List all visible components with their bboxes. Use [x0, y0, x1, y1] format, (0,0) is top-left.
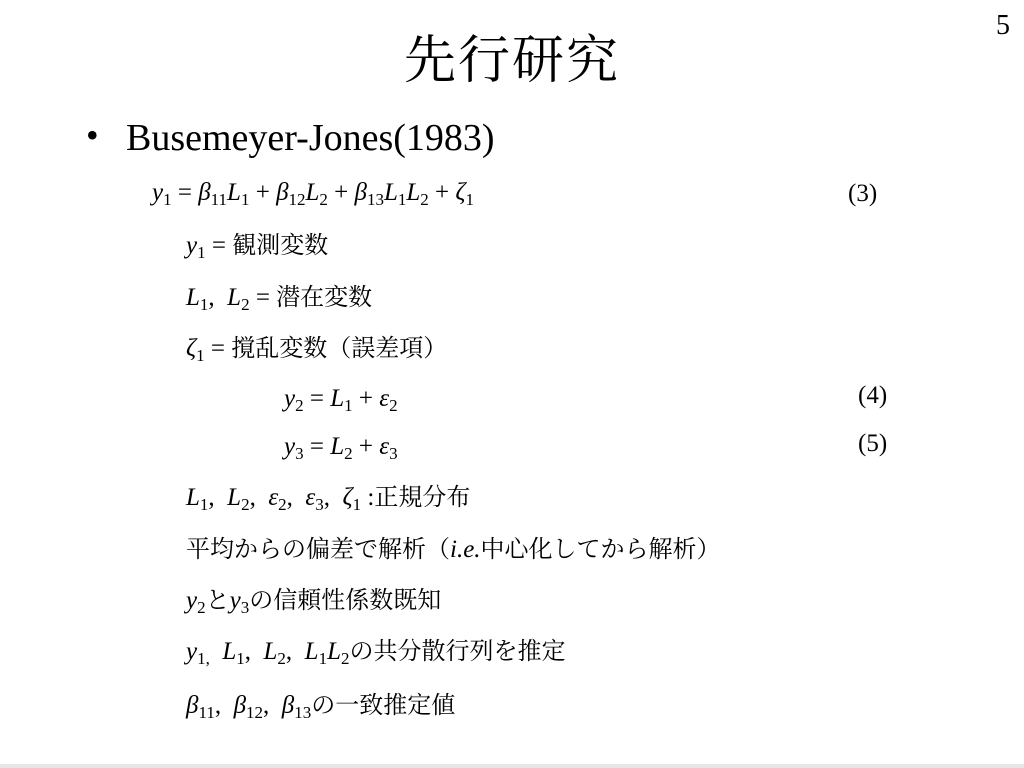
- page-title: 先行研究: [403, 31, 620, 91]
- equation-4: $y_2 = L_1 + \varepsilon_2$: [284, 385, 398, 415]
- covariance-line: $y_{1,}$ $L_1$, $L_2$, $L_1L_2$の共分散行列を推定: [186, 637, 566, 668]
- consistent-estimator-text: の一致推定値: [311, 691, 456, 719]
- y1-definition-text: 観測変数: [232, 231, 329, 259]
- equation-3: $y_1 = \beta_{11}L_1 + \beta_{12}L_2 + \beta_{13}L_1L_2 + \zeta_1$: [152, 179, 475, 209]
- covariance-text: の共分散行列を推定: [349, 637, 566, 665]
- latent-definition-text: 潜在変数: [276, 283, 373, 311]
- latent-definition: $L_1$, $L_2$ = 潜在変数: [186, 283, 373, 314]
- zeta-definition: $\zeta_1$ = 撹乱変数（誤差項）: [186, 334, 448, 365]
- zeta-definition-text: 撹乱変数（誤差項）: [231, 334, 448, 362]
- equation-4-label: (4): [858, 382, 888, 409]
- consistent-estimator-line: $\beta_{11}$, $\beta_{12}$, $\beta_{13}$の一致推定値: [186, 691, 456, 722]
- y1-definition: $y_1$ = 観測変数: [186, 231, 329, 262]
- equation-3-label: (3): [848, 180, 878, 207]
- bottom-rule: [0, 764, 1024, 768]
- normal-distribution-line: $L_1$, $L_2$, $\varepsilon_2$, $\varepsilon_3$, $\zeta_1$ :正規分布: [186, 483, 471, 514]
- centering-line: 平均からの偏差で解析（i.e.中心化してから解析）: [186, 535, 721, 563]
- bullet-text: Busemeyer-Jones(1983): [126, 117, 495, 159]
- centering-text-b: 中心化してから解析）: [480, 535, 721, 563]
- reliability-line: $y_2$と$y_3$の信頼性係数既知: [186, 586, 442, 617]
- page-number: 5: [996, 10, 1010, 41]
- equation-5-label: (5): [858, 430, 888, 457]
- centering-text-a: 平均からの偏差で解析（: [186, 535, 450, 563]
- normal-distribution-text: 正規分布: [374, 483, 471, 511]
- reliability-text: の信頼性係数既知: [249, 586, 442, 614]
- and-text: と: [205, 586, 230, 614]
- equation-5: $y_3 = L_2 + \varepsilon_3$: [284, 433, 398, 463]
- bullet-marker: •: [86, 115, 99, 155]
